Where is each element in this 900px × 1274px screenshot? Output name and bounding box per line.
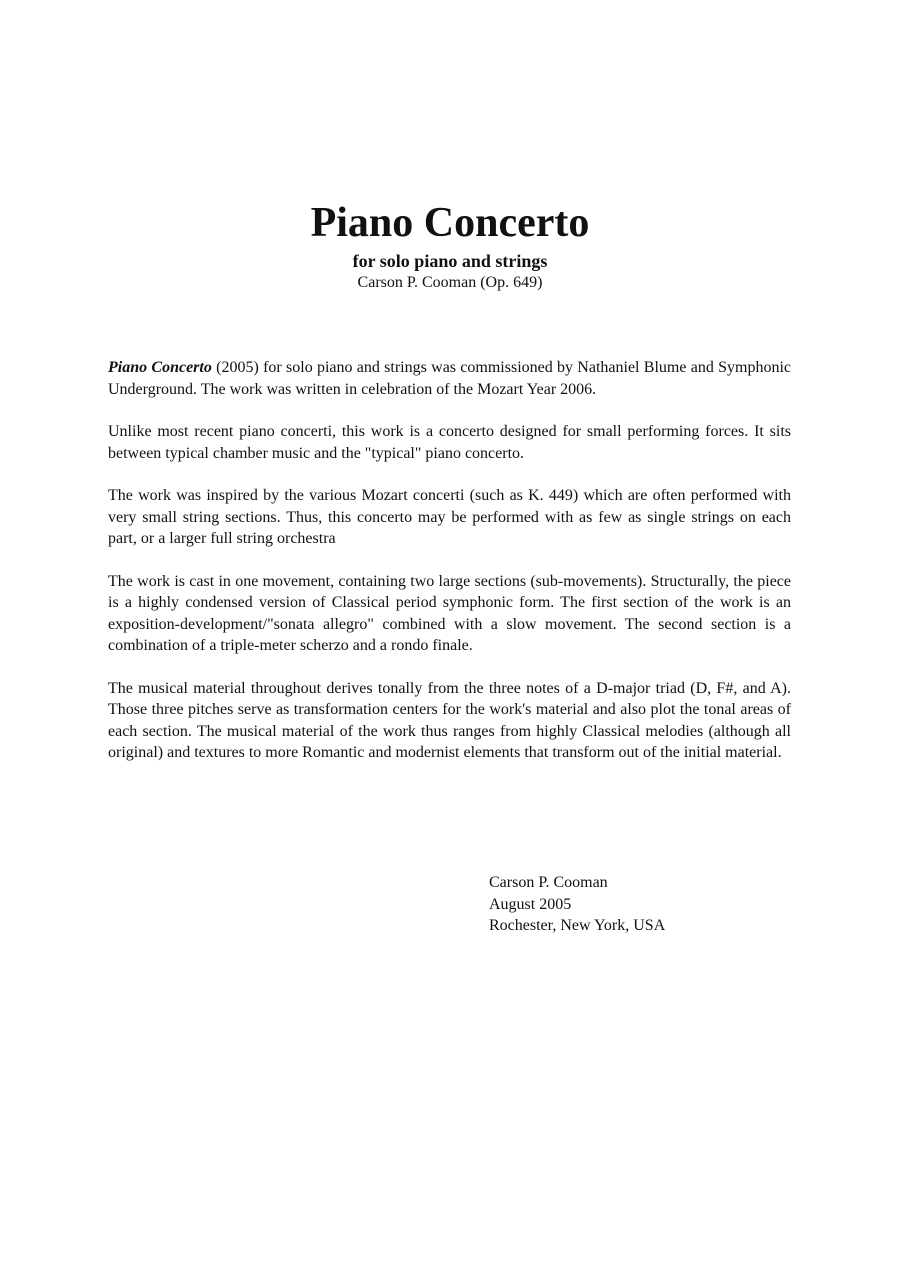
paragraph-forces: Unlike most recent piano concerti, this work is a concerto designed for small performing forces. It sits between typical chamber music and the "typical" piano concerto. [108, 423, 791, 462]
program-notes [108, 357, 791, 764]
composer-line: Carson P. Cooman (Op. 649) [357, 274, 543, 291]
paragraph-material: The musical material throughout derives tonally from the three notes of a D-major triad (D, F#, and A). Those three pitches serve as transformation centers for the work's material and also plot the tonal areas of each section. The musical material of the work thus ranges from highly Classical melodies (although all original) and textures to more Romantic and modernist elements that transform out of the initial material. [108, 679, 791, 761]
page-subtitle: for solo piano and strings [352, 251, 548, 271]
paragraph-commission-text: (2005) for solo piano and strings was commissioned by Nathaniel Blume and Symphonic Underground. The work was written in celebration of the Mozart Year 2006. [108, 359, 792, 398]
signature-block [489, 872, 665, 937]
work-title-italic: Piano Concerto [108, 359, 212, 376]
paragraph-structure: The work is cast in one movement, containing two large sections (sub-movements). Structurally, the piece is a highly condensed version of Classical period symphonic form. The first section of the work is an exposition-development/"sonata allegro" combined with a slow movement. The second section is a combination of a triple-meter scherzo and a rondo finale. [108, 572, 791, 654]
page-title: Piano Concerto [310, 200, 590, 246]
signature-place: Rochester, New York, USA [489, 917, 666, 934]
paragraph-commission [108, 357, 791, 400]
signature-date: August 2005 [489, 895, 572, 913]
paragraph-inspiration: The work was inspired by the various Mozart concerti (such as K. 449) which are often performed with very small string sections. Thus, this concerto may be performed with as few as single strings on each part, or a larger full string orchestra [108, 487, 791, 547]
signature-name: Carson P. Cooman [489, 874, 608, 891]
